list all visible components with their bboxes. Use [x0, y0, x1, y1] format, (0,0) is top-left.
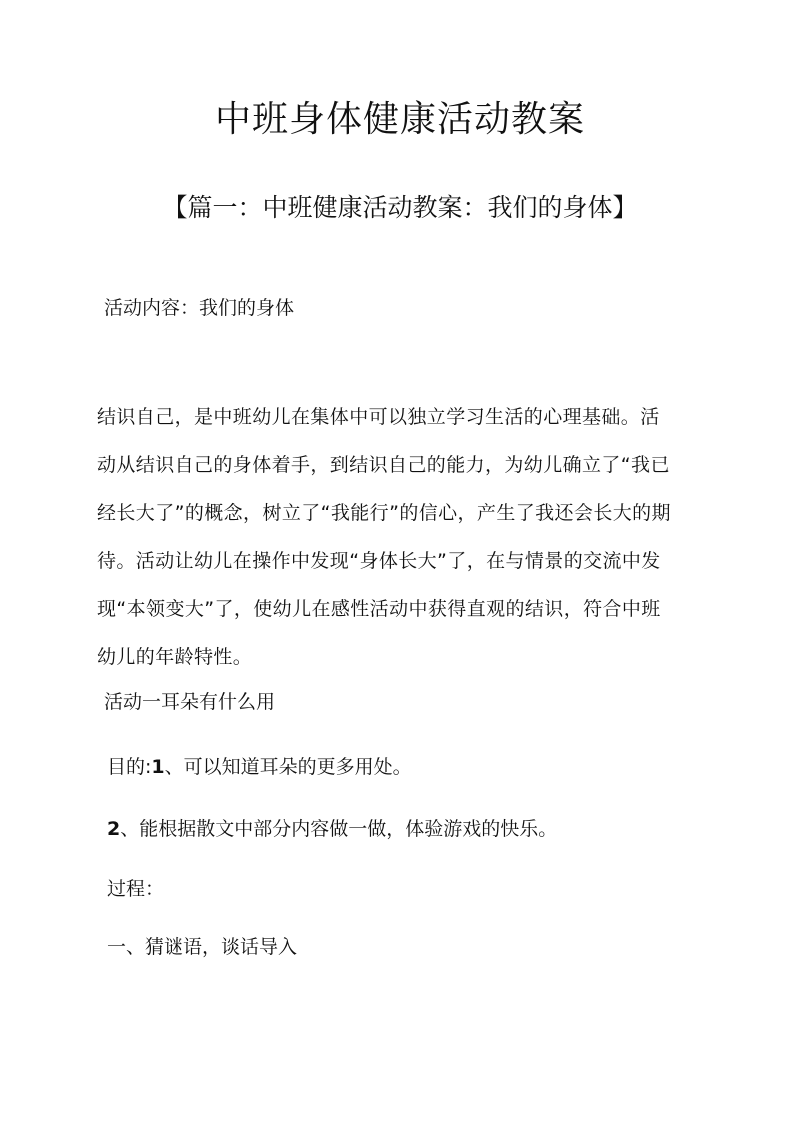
step-one-heading: 一、猜谜语，谈话导入: [107, 936, 298, 958]
paragraph-line: 幼儿的年龄特性。: [97, 646, 253, 668]
page-title: 中班身体健康活动教案: [214, 99, 585, 140]
goal-2-text: 、能根据散文中部分内容做一做，体验游戏的快乐。: [120, 818, 558, 840]
goal-line-2: [107, 815, 557, 843]
paragraph-line: 经长大了”的概念，树立了“我能行”的信心，产生了我还会长大的期: [97, 502, 671, 524]
goal-line-1: [107, 753, 412, 781]
paragraph-line: 结识自己，是中班幼儿在集体中可以独立学习生活的心理基础。活: [97, 406, 660, 428]
paragraph-line: 现“本领变大”了，使幼儿在感性活动中获得直观的结识，符合中班: [97, 598, 661, 620]
activity-one-heading: 活动一耳朵有什么用: [104, 691, 276, 713]
paragraph-line: 待。活动让幼儿在操作中发现“身体长大”了，在与情景的交流中发: [97, 550, 661, 572]
intro-paragraph: [97, 393, 701, 681]
goal-1-text: 、可以知道耳朵的更多用处。: [164, 756, 412, 778]
section-heading: 【篇一：中班健康活动教案：我们的身体】: [162, 193, 638, 222]
activity-content-label: 活动内容：我们的身体: [104, 297, 295, 319]
goal-prefix: 目的:: [107, 756, 152, 778]
goal-1-number: 1: [151, 756, 165, 778]
goal-2-number: 2: [107, 818, 121, 840]
paragraph-line: 动从结识自己的身体着手，到结识自己的能力，为幼儿确立了“我已: [97, 454, 670, 476]
process-label: 过程：: [107, 878, 165, 900]
